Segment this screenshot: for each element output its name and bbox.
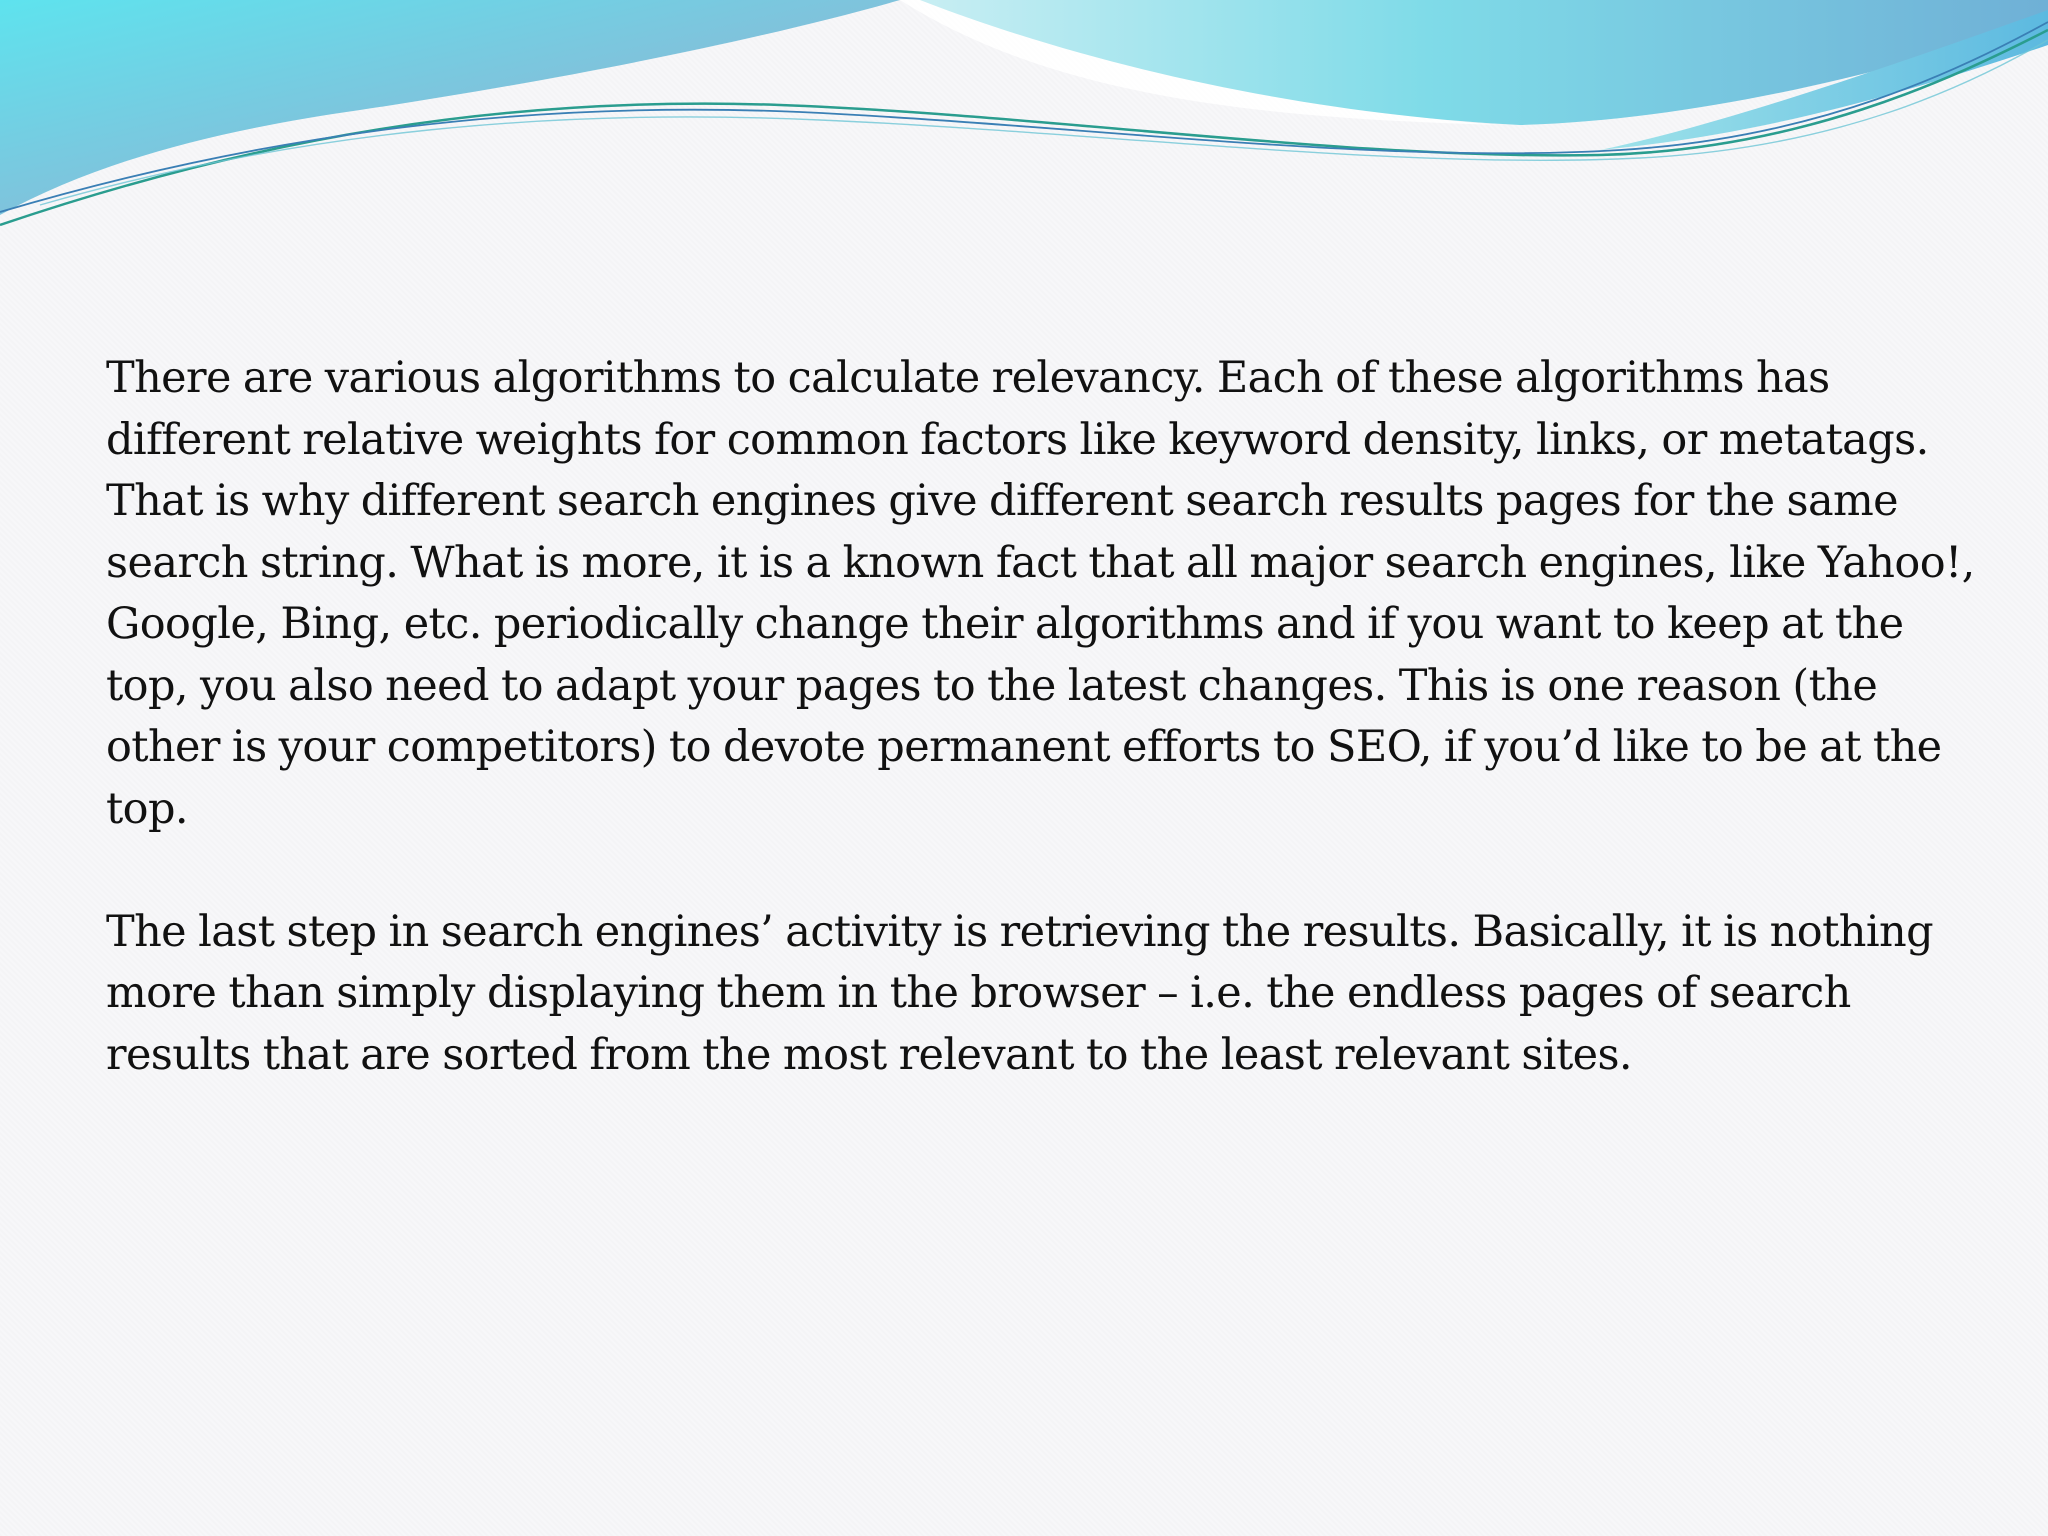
- header-wave-decoration: [0, 0, 2048, 240]
- slide-body: [106, 348, 1986, 1086]
- paragraph-relevancy-algorithms: There are various algorithms to calculate relevancy. Each of these algorithms has different relative weights for common factors like keyword density, links, or metatags. That is why different search engines give different search results pages for the same search string. What is more, it is a known fact that all major search engines, like Yahoo!, Google, Bing, etc. periodically change their algorithms and if you want to keep at the top, you also need to adapt your pages to the latest changes. This is one reason (the other is your competitors) to devote permanent efforts to SEO, if you’d like to be at the top.: [106, 353, 1975, 834]
- paragraph-retrieving-results: The last step in search engines’ activity is retrieving the results. Basically, it is nothing more than simply displaying them in the browser – i.e. the endless pages of search results that are sorted from the most relevant to the least relevant sites.: [106, 906, 1934, 1080]
